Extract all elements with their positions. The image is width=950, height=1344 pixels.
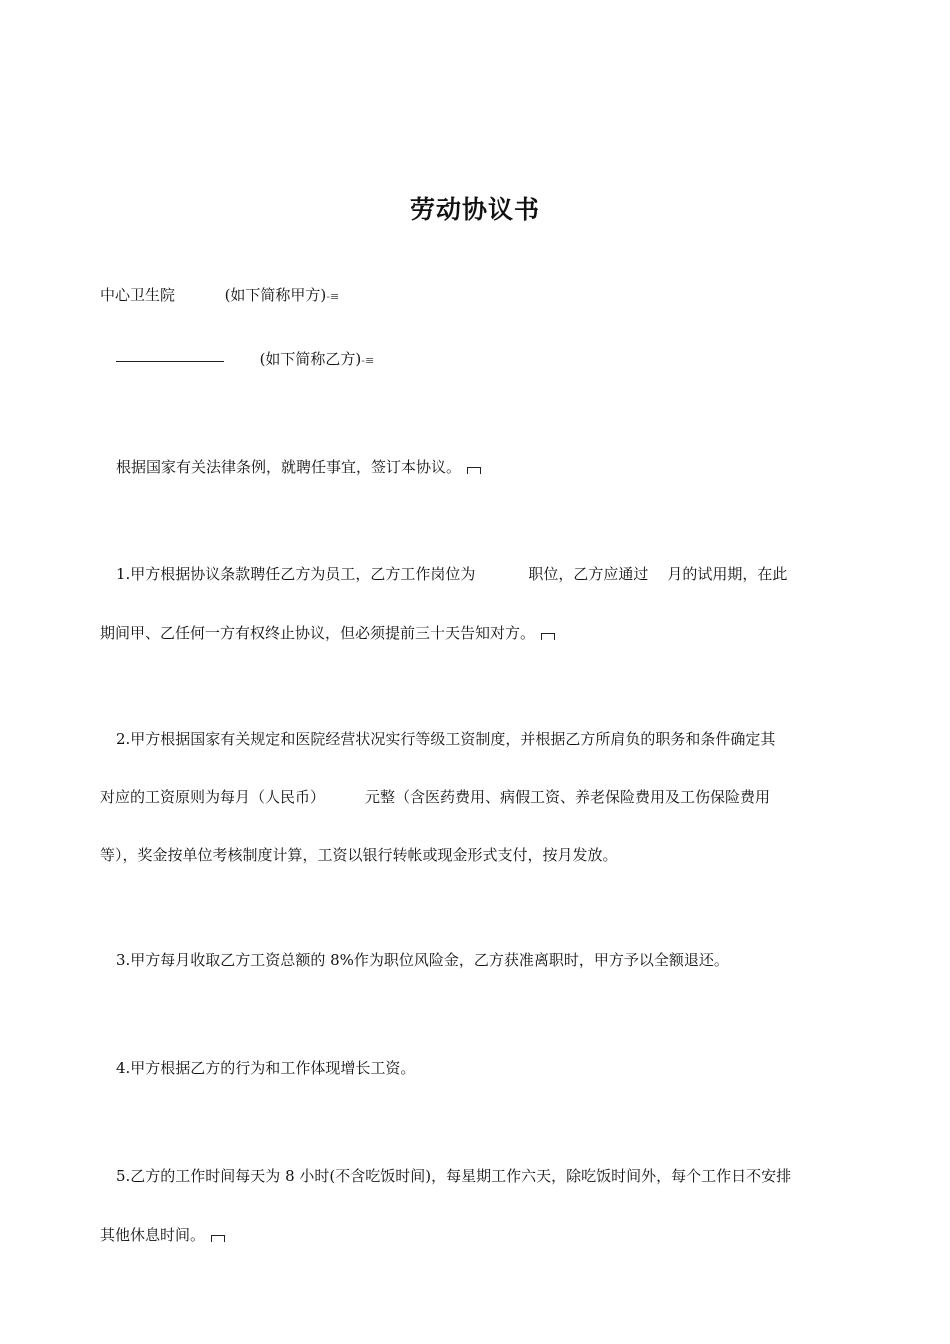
clause-4 (116, 1058, 415, 1078)
clause-2-text-d: 等），奖金按单位考核制度计算，工资以银行转帐或现金形式支付，按月发放。 (100, 846, 618, 864)
paragraph-break-icon (467, 467, 481, 474)
clause-2-text-a: 2.甲方根据国家有关规定和医院经营状况实行等级工资制度，并根据乙方所肩负的职务和条件确定其 (116, 730, 776, 748)
paragraph-mark: -≡ (326, 290, 340, 303)
party-b-blank (116, 347, 224, 362)
clause-1-line-1 (116, 564, 787, 584)
intro-paragraph (116, 457, 481, 477)
clause-5-text-b: 其他休息时间。 (100, 1226, 206, 1244)
party-a-name: 中心卫生院 (100, 286, 176, 304)
clause-1-text-c: 月的试用期，在此 (667, 565, 788, 583)
clause-2-line-2 (100, 787, 770, 807)
clause-5-text-a: 5.乙方的工作时间每天为 8 小时(不含吃饭时间)，每星期工作六天，除吃饭时间外，每个工作日不安排 (116, 1167, 792, 1185)
paragraph-mark: -≡ (361, 354, 375, 367)
party-b-line (116, 347, 374, 371)
party-a-suffix: (如下简称甲方) (224, 286, 327, 304)
clause-2-line-3 (100, 845, 618, 865)
clause-4-text: 4.甲方根据乙方的行为和工作体现增长工资。 (116, 1059, 416, 1077)
clause-5-line-1 (116, 1166, 791, 1186)
document-title: 劳动协议书 (409, 195, 540, 224)
clause-1-line-2 (100, 623, 555, 643)
clause-5-line-2 (100, 1225, 225, 1245)
clause-2-text-b: 对应的工资原则为每月（人民币） (100, 788, 326, 806)
party-a-line (100, 285, 339, 307)
clause-2-line-1 (116, 729, 775, 749)
intro-text: 根据国家有关法律条例，就聘任事宜，签订本协议。 (116, 458, 462, 476)
clause-3 (116, 950, 729, 970)
clause-2-text-c: 元整（含医药费用、病假工资、养老保险费用及工伤保险费用 (365, 788, 771, 806)
clause-1-text-d: 期间甲、乙任何一方有权终止协议，但必须提前三十天告知对方。 (100, 624, 536, 642)
clause-3-text: 3.甲方每月收取乙方工资总额的 8%作为职位风险金，乙方获准离职时，甲方予以全额退还。 (116, 951, 729, 969)
paragraph-break-icon (541, 633, 555, 640)
party-b-suffix: (如下简称乙方) (259, 350, 362, 368)
clause-1-text-b: 职位，乙方应通过 (528, 565, 649, 583)
paragraph-break-icon (211, 1235, 225, 1242)
clause-1-text-a: 1.甲方根据协议条款聘任乙方为员工，乙方工作岗位为 (116, 565, 476, 583)
